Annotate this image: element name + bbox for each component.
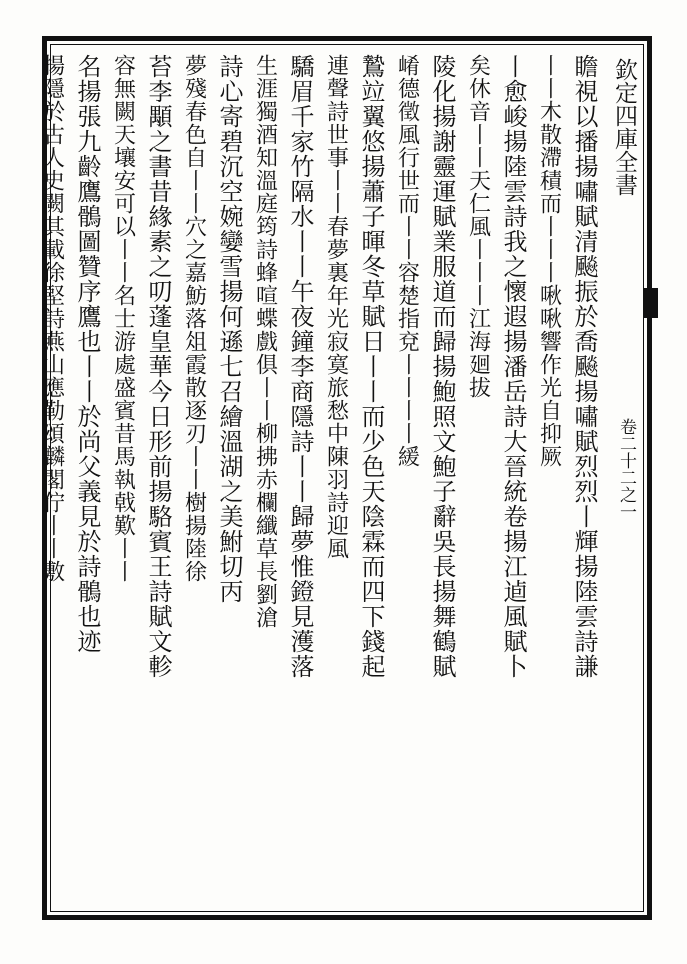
text-column: 連聲詩世事丨丨春夢裏年光寂寞旅愁中陳羽詩迎風 [323, 54, 349, 560]
text-column: 詩心寄碧沉空婉孌雪揚何遜七召繪溫湖之美鮒切丙 [215, 54, 243, 604]
text-column: 驕眉千家竹隔水丨丨午夜鐘李商隱詩丨丨歸夢惟鐙見濩落 [286, 54, 314, 679]
book-title: 欽定四庫全書 [611, 58, 637, 196]
text-column: 崤德徵風行世而丨丨容楚指兗丨丨丨丨緩 [394, 54, 420, 468]
text-column: 名揚張九齡鷹鶻圖贊序鷹也丨丨於尚父義見於詩鶻也迹 [73, 54, 101, 654]
text-column: 揚隱於古人史闕其載徐堅詩燕山應勒頌麟閣佇丨丨敷 [39, 54, 65, 583]
text-column: 丨丨木散滯積而丨丨丨啾啾響作光自抑厥 [536, 54, 562, 468]
fish-tail-mark [644, 288, 658, 318]
chapter-label: 卷二十二之一 [616, 418, 636, 520]
text-column: 瞻視以播揚嘯賦清飈振於喬飈揚嘯賦烈烈丨輝揚陸雲詩謙 [570, 54, 598, 679]
text-column: 苔李顒之書昔緣素之叨蓬皇華今日形前揚駱賓王詩賦文軫 [144, 54, 172, 679]
text-column: 丨愈峻揚陸雲詩我之懷遐揚潘岳詩大晉統卷揚江逌風賦卜 [499, 54, 527, 679]
text-column: 陵化揚謝靈運賦業服道而歸揚鮑照文鮑子辭吳長揚舞鶴賦 [428, 54, 456, 679]
text-column: 夢殘春色自丨丨穴之嘉魴落俎霞散逐刃丨丨樹揚陸徐 [181, 54, 207, 583]
text-column: 鷙竝翼悠揚蕭子暉冬草賦日丨丨而少色天陰霖而四下錢起 [357, 54, 385, 679]
text-column: 矣休音丨丨天仁風丨丨丨江海廻拔 [465, 54, 491, 399]
text-column: 容無闕天壤安可以丨丨名士游處盛賓昔馬執戟歎丨丨 [110, 54, 136, 583]
text-column: 生涯獨酒知溫庭筠詩蜂喧蝶戲俱丨丨柳拂赤欄纖草長劉滄 [252, 54, 278, 629]
